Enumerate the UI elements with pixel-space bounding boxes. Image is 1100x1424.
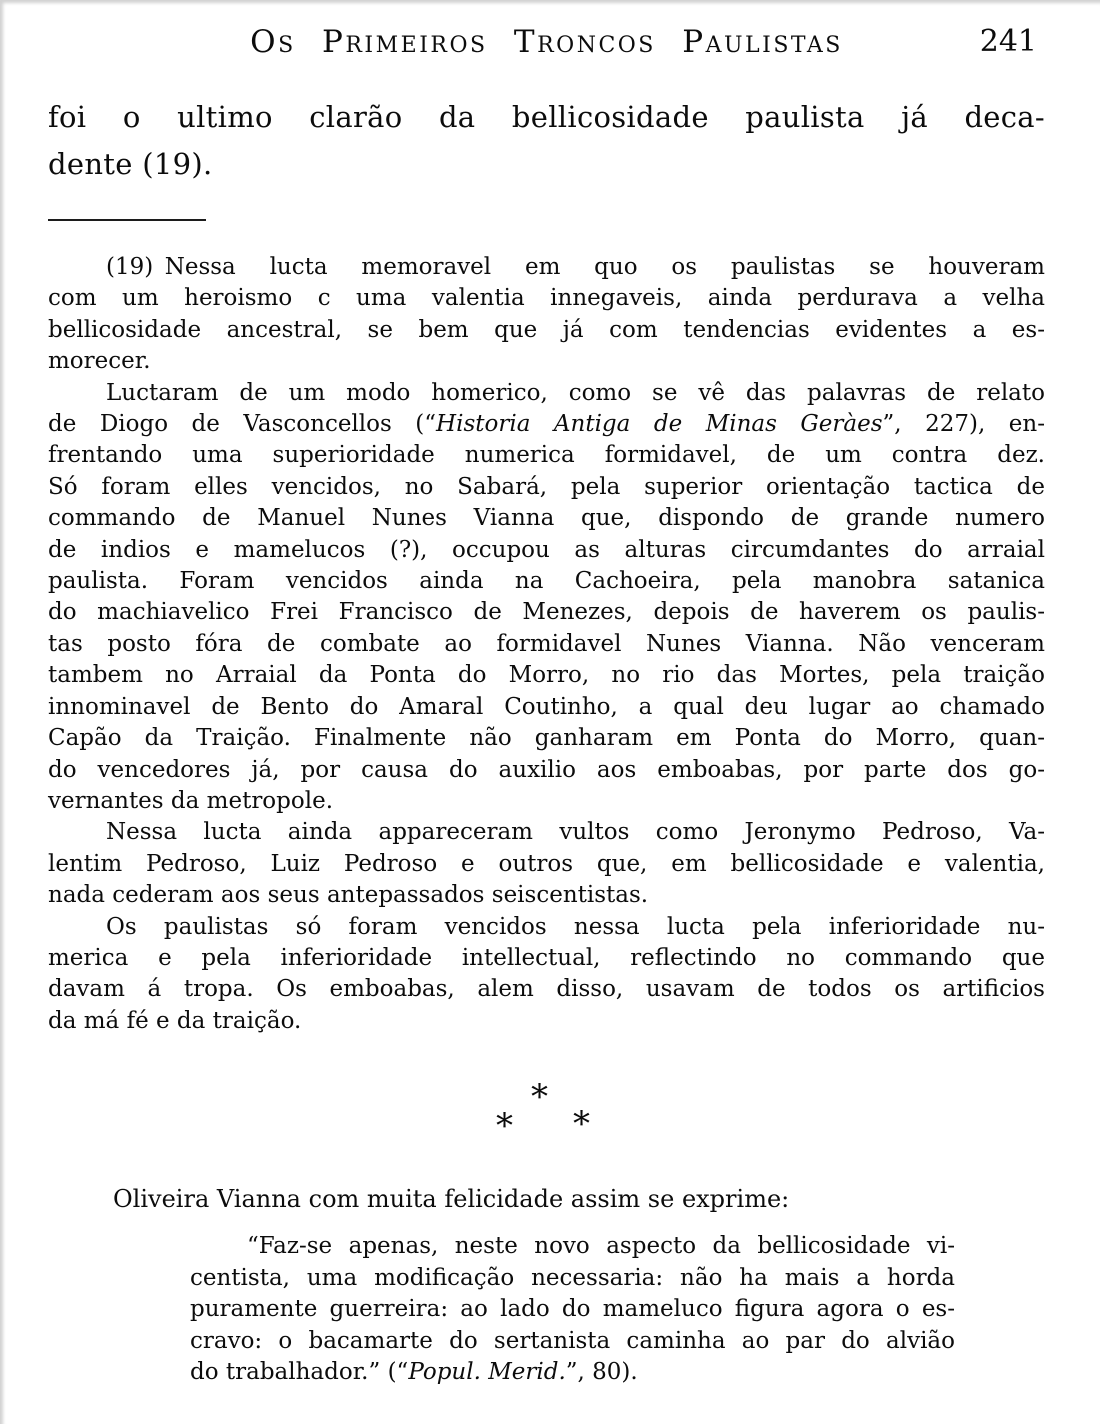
text-line [48, 472, 1045, 503]
text-line [48, 692, 1045, 723]
text-segment: lentim Pedroso, Luiz Pedroso e outros que, em bellicosidade e valentia, [48, 850, 1045, 877]
text-segment: dente (19). [48, 147, 213, 181]
text-line [48, 315, 1045, 346]
text-line [48, 943, 1045, 974]
text-line [48, 141, 1045, 188]
footnote-block [48, 252, 1045, 1037]
text-segment: morecer. [48, 348, 151, 375]
text-segment: do vencedores já, por causa do auxilio aos emboabas, por parte dos go- [48, 756, 1045, 783]
text-segment: paulista. Foram vencidos ainda na Cachoeira, pela manobra satanica [48, 568, 1045, 595]
footnote-separator-rule [48, 219, 206, 221]
text-segment: merica e pela inferioridade intellectual, reflectindo no commando que [48, 944, 1045, 971]
text-segment: cravo: o bacamarte do sertanista caminha ao par do alvião [190, 1327, 955, 1354]
text-segment: bellicosidade ancestral, se bem que já com tendencias evidentes a es- [48, 316, 1045, 343]
text-line [48, 409, 1045, 440]
text-segment: (19) Nessa lucta memoravel em quo os paulistas se houveram [106, 254, 1045, 280]
text-segment: “Faz-se apenas, neste novo aspecto da bellicosidade vi- [247, 1233, 955, 1259]
text-segment: ”, 80). [565, 1359, 638, 1385]
text-line [48, 974, 1045, 1005]
text-line [48, 566, 1045, 597]
text-segment: Nessa lucta ainda appareceram vultos como Jeronymo Pedroso, Va- [106, 819, 1045, 846]
text-segment: foi o ultimo clarão da bellicosidade paulista já deca- [48, 100, 1045, 134]
asterism-divider [471, 1077, 611, 1146]
text-line [48, 503, 1045, 534]
chapter-title: Os Primeiros Troncos Paulistas [250, 24, 843, 60]
text-segment: puramente guerreira: ao lado do mameluco figura agora o es- [190, 1296, 955, 1322]
text-line [48, 94, 1045, 141]
text-segment: da má fé e da traição. [48, 1007, 302, 1034]
lead-paragraph [48, 94, 1045, 188]
closing-intro-paragraph [48, 1184, 1045, 1215]
text-segment: Oliveira Vianna com muita felicidade assim se exprime: [113, 1185, 790, 1213]
text-segment: do trabalhador.” (“ [190, 1359, 409, 1385]
text-line [48, 1184, 1045, 1215]
text-segment: de indios e mamelucos (?), occupou as alturas circumdantes do arraial [48, 536, 1045, 563]
text-line [48, 755, 1045, 786]
text-line [48, 440, 1045, 471]
text-line [48, 378, 1045, 409]
text-line [190, 1357, 955, 1389]
text-segment: innominavel de Bento do Amaral Coutinho, a qual deu lugar ao chamado [48, 693, 1045, 720]
text-segment: tambem no Arraial da Ponta do Morro, no rio das Mortes, pela traição [48, 662, 1045, 689]
text-segment: Os paulistas só foram vencidos nessa lucta pela inferioridade nu- [106, 913, 1045, 940]
text-line [48, 817, 1045, 848]
text-segment: davam á tropa. Os emboabas, alem disso, usavam de todos os artificios [48, 976, 1045, 1003]
text-line [48, 283, 1045, 314]
page-number: 241 [979, 24, 1037, 59]
text-segment: com um heroismo c uma valentia innegaveis, ainda perdurava a velha [48, 285, 1045, 312]
text-segment: de Diogo de Vasconcellos (“ [48, 411, 437, 438]
text-segment: nada cederam aos seus antepassados seiscentistas. [48, 882, 649, 909]
text-line [48, 880, 1045, 911]
block-quote [190, 1231, 955, 1389]
text-line [48, 660, 1045, 691]
text-line [48, 849, 1045, 880]
footnote-paragraph-3 [48, 817, 1045, 911]
asterisk-top: * [531, 1077, 548, 1117]
footnote-paragraph-4 [48, 912, 1045, 1038]
text-segment: Luctaram de um modo homerico, como se vê das palavras de relato [106, 379, 1045, 406]
text-segment: Capão da Traição. Finalmente não ganharam em Ponta do Morro, quan- [48, 725, 1045, 752]
asterisk-bottom-left: * [496, 1106, 513, 1146]
text-line [190, 1294, 955, 1326]
text-line [190, 1263, 955, 1295]
text-line [48, 597, 1045, 628]
text-line [48, 252, 1045, 283]
text-line [48, 786, 1045, 817]
text-line [48, 912, 1045, 943]
text-line [48, 723, 1045, 754]
text-segment: Só foram elles vencidos, no Sabará, pela superior orientação tactica de [48, 473, 1045, 500]
footnote-paragraph-2 [48, 378, 1045, 818]
italic-text-segment: Historia Antiga de Minas Geràes [436, 411, 883, 438]
text-line [48, 346, 1045, 377]
text-segment: ”, 227), en- [882, 411, 1045, 438]
asterisk-bottom-right: * [573, 1104, 590, 1144]
text-segment: vernantes da metropole. [48, 787, 334, 814]
text-segment: commando de Manuel Nunes Vianna que, dispondo de grande numero [48, 505, 1045, 532]
text-segment: centista, uma modificação necessaria: não ha mais a horda [190, 1264, 955, 1291]
text-line [190, 1231, 955, 1263]
text-line [48, 1006, 1045, 1037]
footnote-paragraph-1 [48, 252, 1045, 378]
text-segment: do machiavelico Frei Francisco de Menezes, depois de haverem os paulis- [48, 599, 1045, 626]
running-header [48, 24, 1045, 64]
text-segment: tas posto fóra de combate ao formidavel Nunes Vianna. Não venceram [48, 630, 1045, 657]
italic-text-segment: Popul. Merid. [408, 1359, 566, 1385]
text-line [48, 629, 1045, 660]
text-line [48, 535, 1045, 566]
text-line [190, 1326, 955, 1358]
text-segment: frentando uma superioridade numerica formidavel, de um contra dez. [48, 442, 1045, 469]
